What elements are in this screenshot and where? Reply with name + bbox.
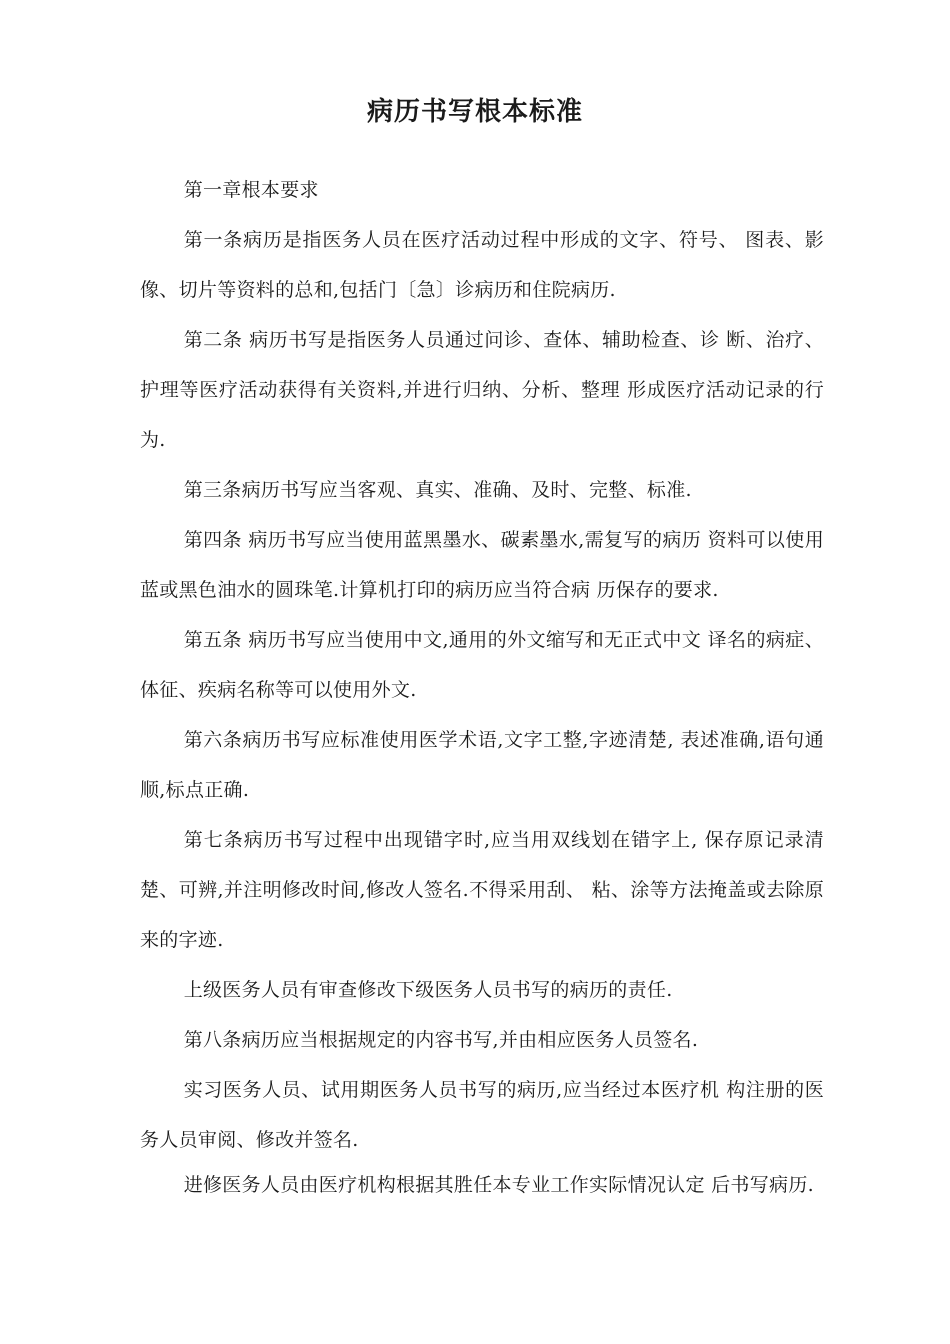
article-3: 第三条病历书写应当客观、真实、准确、及时、完整、标准. [183, 479, 692, 501]
article-1: 第一条病历是指医务人员在医疗活动过程中形成的文字、符号、 图表、影像、切片等资料的总和,包括门〔急〕诊病历和住院病历. [140, 229, 824, 301]
chapter-heading: 第一章根本要求 [183, 179, 319, 201]
article-2: 第二条 病历书写是指医务人员通过问诊、查体、辅助检查、诊 断、治疗、护理等医疗活动获得有关资料,并进行归纳、分析、整理 形成医疗活动记录的行为. [140, 329, 824, 451]
article-8-trainee-clause: 进修医务人员由医疗机构根据其胜任本专业工作实际情况认定 后书写病历. [183, 1174, 814, 1196]
article-5: 第五条 病历书写应当使用中文,通用的外文缩写和无正式中文 译名的病症、体征、疾病名称等可以使用外文. [140, 629, 824, 701]
article-8-intern-clause: 实习医务人员、试用期医务人员书写的病历,应当经过本医疗机 构注册的医务人员审阅、修改并签名. [140, 1079, 824, 1151]
article-4: 第四条 病历书写应当使用蓝黑墨水、碳素墨水,需复写的病历 资料可以使用蓝或黑色油水的圆珠笔.计算机打印的病历应当符合病 历保存的要求. [140, 529, 824, 601]
article-6: 第六条病历书写应标准使用医学术语,文字工整,字迹清楚, 表述准确,语句通顺,标点正确. [140, 729, 824, 801]
article-7: 第七条病历书写过程中出现错字时,应当用双线划在错字上, 保存原记录清楚、可辨,并注明修改时间,修改人签名.不得采用刮、 粘、涂等方法掩盖或去除原来的字迹. [140, 829, 824, 951]
article-7-supplement: 上级医务人员有审查修改下级医务人员书写的病历的责任. [183, 979, 673, 1001]
article-8: 第八条病历应当根据规定的内容书写,并由相应医务人员签名. [183, 1029, 699, 1051]
document-body [140, 165, 824, 1199]
document-title: 病历书写根本标准 [366, 97, 583, 127]
